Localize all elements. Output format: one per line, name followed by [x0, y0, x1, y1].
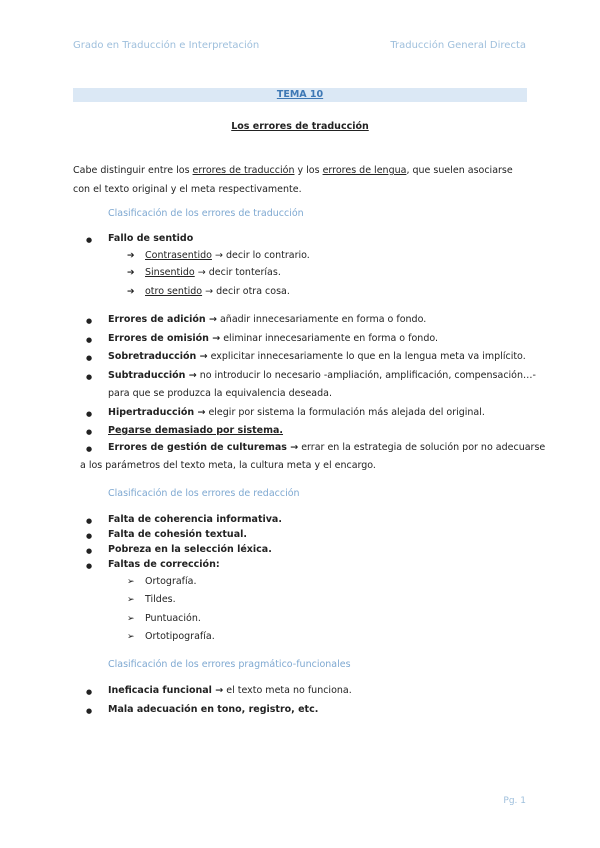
pegarse: ● Pegarse demasiado por sistema.	[108, 424, 283, 438]
culturemas-cont: a los parámetros del texto meta, la cultura meta y el encargo.	[80, 460, 376, 471]
intro-part1: Cabe distinguir entre los	[73, 165, 193, 176]
sub-sinsentido: ➔ Sinsentido → decir tonterías.	[127, 267, 281, 278]
intro-link1: errores de traducción	[192, 165, 295, 176]
sub-contrasentido: ➔ Contrasentido → decir lo contrario.	[127, 250, 310, 261]
chevron-arrow-icon: ➢	[127, 595, 135, 605]
sobretraduccion: ● Sobretraducción → explicitar innecesariamente lo que en la lengua meta va implícito.	[108, 350, 526, 364]
arrow-icon: ➔	[127, 251, 135, 261]
puntuacion: ➢ Puntuación.	[127, 613, 201, 624]
subtraduccion-cont: para que se produzca la equivalencia deseada.	[108, 388, 333, 399]
tildes: ➢ Tildes.	[127, 594, 176, 605]
title-band	[73, 88, 527, 102]
chevron-arrow-icon: ➢	[127, 577, 135, 587]
arrow-icon: ➔	[127, 268, 135, 278]
header-right: Traducción General Directa	[390, 40, 526, 51]
page-title: TEMA 10	[276, 89, 324, 100]
chevron-arrow-icon: ➢	[127, 614, 135, 624]
mala-adecuacion: ● Mala adecuación en tono, registro, etc.	[108, 703, 318, 717]
intro-part2: y los	[294, 165, 323, 176]
intro-paragraph	[73, 161, 529, 199]
errores-adicion: ● Errores de adición → añadir innecesariamente en forma o fondo.	[108, 313, 426, 327]
hipertraduccion: ● Hipertraducción → elegir por sistema la formulación más alejada del original.	[108, 406, 485, 420]
header-left: Grado en Traducción e Interpretación	[73, 40, 260, 51]
faltas-correccion: ● Faltas de corrección:	[108, 558, 220, 572]
pobreza-lexica: ● Pobreza en la selección léxica.	[108, 543, 272, 557]
cohesion: ● Falta de cohesión textual.	[108, 528, 247, 542]
intro-link2: errores de lengua	[322, 165, 407, 176]
subtraduccion: ● Subtraducción → no introducir lo necesario -ampliación, amplificación, compensación…-	[108, 369, 536, 383]
section-heading-redaccion: Clasificación de los errores de redacción	[108, 488, 300, 499]
ineficacia: ● Ineficacia funcional → el texto meta no funciona.	[108, 684, 352, 698]
arrow-icon: ➔	[127, 287, 135, 297]
ortografia: ➢ Ortografía.	[127, 576, 197, 587]
section-heading-traduccion: Clasificación de los errores de traducción	[108, 208, 304, 219]
page-subtitle: Los errores de traducción	[231, 121, 369, 132]
page-number: Pg. 1	[503, 796, 526, 806]
section-heading-pragmatico: Clasificación de los errores pragmático-funcionales	[108, 659, 351, 670]
coherencia: ● Falta de coherencia informativa.	[108, 513, 282, 527]
sub-otro-sentido: ➔ otro sentido → decir otra cosa.	[127, 286, 290, 297]
ortotipografia: ➢ Ortotipografía.	[127, 631, 215, 642]
errores-omision: ● Errores de omisión → eliminar innecesariamente en forma o fondo.	[108, 332, 438, 346]
intro-part3: , que suelen asociarse con el texto original y el meta respectivamente.	[73, 165, 513, 195]
culturemas: ● Errores de gestión de culturemas → errar en la estrategia de solución por no adecuarse	[108, 441, 545, 455]
fallo-sentido: ● Fallo de sentido	[108, 232, 193, 246]
chevron-arrow-icon: ➢	[127, 632, 135, 642]
